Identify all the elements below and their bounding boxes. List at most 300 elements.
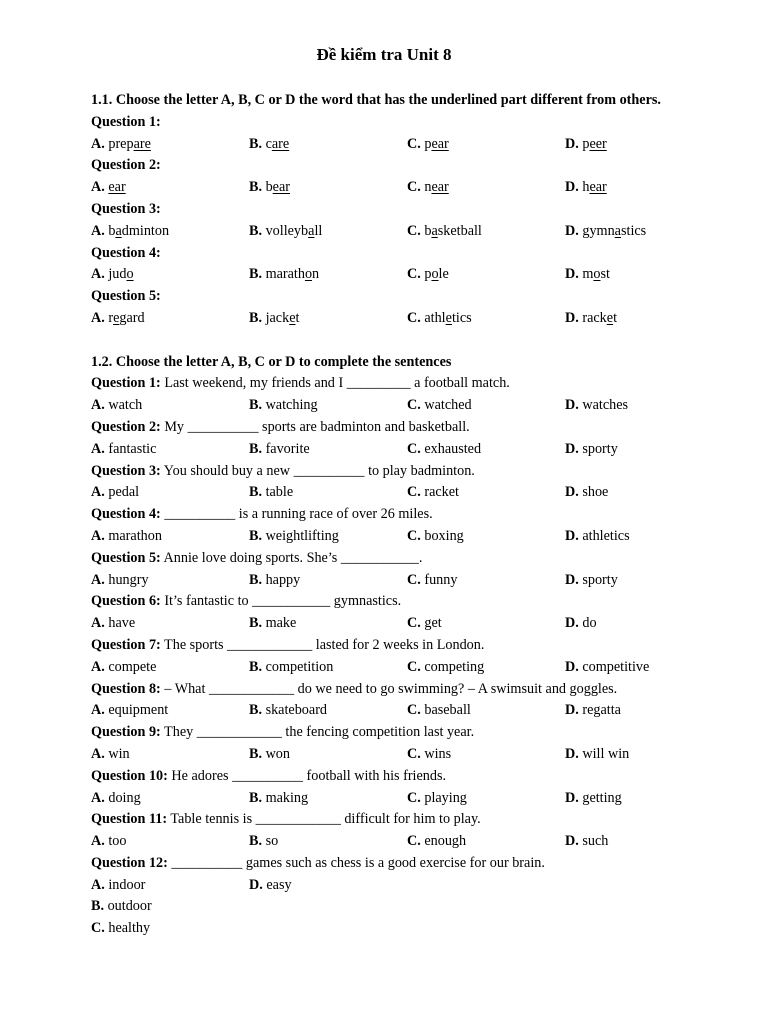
option-text: table [262,484,294,501]
option-letter: A. [91,266,105,283]
option-text: competing [420,658,485,675]
option-letter: C. [407,135,421,152]
question-label: Question 4: [91,244,161,261]
options-row [91,439,751,461]
answer-option [407,700,471,722]
answer-option [91,744,130,766]
option-letter: C. [407,702,421,719]
option-letter: B. [91,898,105,915]
option-text: get [420,615,442,632]
option-letter: D. [565,397,579,414]
option-text: enough [420,833,467,850]
option-letter: D. [249,876,263,893]
option-text: competition [262,658,334,675]
option-text: making [262,789,309,806]
option-underlined-part: a [308,222,315,239]
question-text: My __________ sports are badminton and basketball. [160,418,470,435]
options-row [91,918,751,940]
option-word-suffix: dminton [121,222,170,239]
option-text: indoor [104,876,146,893]
answer-option [407,221,482,243]
option-text: so [262,833,279,850]
page-title: Đề kiểm tra Unit 8 [316,45,452,64]
options-row [91,657,751,679]
question-line [91,417,751,439]
question-label: Question 8: [91,680,161,697]
option-underlined-part: o [593,266,601,283]
answer-option [249,875,292,897]
answer-option [91,134,151,156]
question-label: Question 2: [91,418,161,435]
question-text: __________ games such as chess is a good exercise for our brain. [167,854,545,871]
option-word-prefix: p [582,135,590,152]
answer-option [565,264,610,286]
answer-option [249,482,293,504]
option-letter: C. [91,920,105,937]
option-underlined-part: ear [589,179,607,196]
option-letter: B. [249,266,263,283]
answer-option [249,134,289,156]
option-letter: C. [407,397,421,414]
option-letter: A. [91,397,105,414]
option-underlined-part: eer [589,135,607,152]
option-letter: B. [249,222,263,239]
option-word-suffix: n [312,266,320,283]
answer-option [249,613,296,635]
option-letter: C. [407,222,421,239]
option-underlined-part: e [289,309,296,326]
option-text: make [262,615,297,632]
answer-option [565,831,608,853]
option-letter: C. [407,309,421,326]
options-row [91,570,751,592]
answer-option [91,918,150,940]
option-letter: A. [91,571,105,588]
options-row [91,700,751,722]
options-row [91,788,751,810]
option-text: athletics [578,527,630,544]
option-letter: D. [565,833,579,850]
answer-option [91,264,134,286]
option-letter: B. [249,745,263,762]
question-text: You should buy a new __________ to play badminton. [160,462,475,479]
answer-option [407,439,481,461]
option-letter: A. [91,484,105,501]
option-word-suffix: stics [620,222,647,239]
option-word-prefix: athl [424,309,446,326]
question-label: Question 5: [91,288,161,305]
answer-option [91,526,162,548]
option-word-prefix: marath [265,266,305,283]
option-underlined-part: are [271,135,290,152]
option-letter: A. [91,179,105,196]
option-letter: C. [407,179,421,196]
option-letter: D. [565,789,579,806]
option-word-prefix: b [265,179,273,196]
option-letter: A. [91,440,105,457]
answer-option [249,831,278,853]
option-word-prefix: gymn [582,222,615,239]
option-word-suffix: le [438,266,449,283]
options-row [91,744,751,766]
answer-option [565,439,618,461]
option-word-suffix: t [613,309,618,326]
question-label: Question 5: [91,549,161,566]
option-text: win [104,745,130,762]
option-word-suffix: ll [314,222,323,239]
option-letter: C. [407,745,421,762]
option-text: watching [262,397,318,414]
option-underlined-part: e [606,309,614,326]
answer-option [565,613,597,635]
option-letter: B. [249,527,263,544]
option-text: do [578,615,597,632]
option-underlined-part: a [115,222,122,239]
question-label: Question 7: [91,636,161,653]
section-2-heading: 1.2. Choose the letter A, B, C or D to complete the sentences [91,353,452,370]
question-text: He adores __________ football with his friends. [167,767,447,784]
question-line [91,548,751,570]
option-letter: C. [407,833,421,850]
options-row [91,221,751,243]
options-row [91,613,751,635]
option-text: pedal [104,484,140,501]
option-text: shoe [578,484,609,501]
option-text: equipment [104,702,169,719]
option-letter: C. [407,789,421,806]
question-label: Question 10: [91,767,168,784]
option-word-prefix: jack [265,309,290,326]
answer-option [249,395,318,417]
option-word-prefix: c [265,135,272,152]
answer-option [565,221,646,243]
option-word-prefix: volleyb [265,222,309,239]
option-letter: B. [249,658,263,675]
answer-option [91,439,156,461]
option-text: skateboard [262,702,328,719]
option-letter: C. [407,615,421,632]
answer-option [249,264,319,286]
option-letter: A. [91,527,105,544]
option-letter: A. [91,876,105,893]
option-text: favorite [262,440,310,457]
section-gap [91,330,751,352]
option-text: competitive [578,658,650,675]
question-text: __________ is a running race of over 26 miles. [160,506,433,523]
option-word-suffix: tics [451,309,472,326]
option-underlined-part: a [431,222,438,239]
option-letter: B. [249,484,263,501]
answer-option [91,788,141,810]
answer-option [407,308,472,330]
option-word-prefix: n [424,179,432,196]
option-letter: C. [407,658,421,675]
section-1-heading: 1.1. Choose the letter A, B, C or D the word that has the underlined part different from others. [91,92,661,108]
option-text: wins [420,745,452,762]
option-text: funny [420,571,458,588]
answer-option [565,570,618,592]
question-label: Question 9: [91,724,161,741]
option-letter: B. [249,615,263,632]
option-letter: A. [91,135,105,152]
option-underlined-part: o [304,266,313,283]
option-letter: C. [407,571,421,588]
option-text: weightlifting [262,527,339,544]
option-letter: D. [565,135,579,152]
option-text: happy [262,571,301,588]
option-letter: C. [407,440,421,457]
question-text: They ____________ the fencing competition last year. [160,724,475,741]
option-text: doing [104,789,141,806]
option-letter: A. [91,222,105,239]
option-word-prefix: r [108,309,114,326]
option-underlined-part: ear [431,179,449,196]
question-text: – What ____________ do we need to go swimming? – A swimsuit and goggles. [160,680,618,697]
answer-option [407,831,466,853]
option-text: sporty [578,440,618,457]
options-row [91,896,751,918]
option-word-prefix: m [582,266,594,283]
option-letter: B. [249,179,263,196]
answer-option [91,177,126,199]
answer-option [91,308,145,330]
question-line [91,766,751,788]
answer-option [565,744,629,766]
option-text: have [104,615,136,632]
option-letter: D. [565,440,579,457]
answer-option [249,788,308,810]
option-text: boxing [420,527,464,544]
option-letter: B. [249,702,263,719]
option-letter: A. [91,615,105,632]
answer-option [249,657,333,679]
option-text: racket [420,484,459,501]
question-text: The sports ____________ lasted for 2 weeks in London. [160,636,485,653]
question-label: Question 6: [91,593,161,610]
answer-option [407,657,484,679]
option-letter: C. [407,484,421,501]
answer-option [565,788,622,810]
option-text: easy [262,876,292,893]
answer-option [565,177,607,199]
answer-option [407,570,457,592]
option-letter: C. [407,527,421,544]
option-letter: D. [565,571,579,588]
answer-option [407,395,472,417]
option-letter: A. [91,658,105,675]
question-line [91,853,751,875]
worksheet-content [91,90,751,940]
option-letter: A. [91,745,105,762]
answer-option [565,482,608,504]
answer-option [565,134,607,156]
question-label: Question 3: [91,200,161,217]
option-text: regatta [578,702,621,719]
option-word-prefix: h [582,179,590,196]
answer-option [91,875,145,897]
option-letter: D. [565,266,579,283]
option-text: watch [104,397,143,414]
option-text: watches [578,397,629,414]
question-text: It’s fantastic to ___________ gymnastics. [160,593,402,610]
option-text: getting [578,789,622,806]
option-underlined-part: o [126,266,134,283]
answer-option [249,177,290,199]
question-label: Question 2: [91,157,161,174]
answer-option [91,896,152,918]
option-letter: D. [565,615,579,632]
answer-option [407,788,467,810]
question-label: Question 1: [91,113,161,130]
answer-option [91,831,126,853]
question-label: Question 3: [91,462,161,479]
answer-option [407,134,449,156]
option-letter: B. [249,135,263,152]
option-word-prefix: b [424,222,432,239]
question-text: Table tennis is ____________ difficult for him to play. [167,811,481,828]
option-letter: B. [249,397,263,414]
option-text: exhausted [420,440,482,457]
answer-option [565,657,649,679]
option-letter: B. [249,571,263,588]
answer-option [249,308,299,330]
options-row [91,526,751,548]
section-2-questions [91,373,751,940]
section-1-questions [91,112,751,330]
option-word-suffix: gard [119,309,145,326]
option-underlined-part: e [113,309,120,326]
option-letter: B. [249,833,263,850]
options-row [91,177,751,199]
option-text: compete [104,658,157,675]
option-text: outdoor [104,898,152,915]
answer-option [91,700,168,722]
option-letter: D. [565,527,579,544]
question-line [91,809,751,831]
answer-option [249,744,290,766]
answer-option [91,395,142,417]
option-word-suffix: st [600,266,610,283]
option-letter: D. [565,222,579,239]
options-row [91,831,751,853]
answer-option [91,221,169,243]
option-text: won [262,745,290,762]
option-letter: D. [565,179,579,196]
question-label: Question 1: [91,375,161,392]
question-line [91,591,751,613]
option-word-prefix: p [424,135,432,152]
question-label: Question 11: [91,811,168,828]
answer-option [91,482,139,504]
option-text: hungry [104,571,149,588]
options-row [91,264,751,286]
option-underlined-part: a [614,222,621,239]
question-line [91,679,751,701]
option-letter: B. [249,309,263,326]
option-text: too [104,833,127,850]
option-underlined-part: ear [108,179,126,196]
answer-option [565,526,630,548]
answer-option [407,613,442,635]
options-row [91,875,751,897]
question-text: Annie love doing sports. She’s ___________. [160,549,423,566]
option-underlined-part: are [133,135,151,152]
option-word-prefix: b [108,222,116,239]
option-text: playing [420,789,467,806]
answer-option [249,570,300,592]
option-letter: B. [249,440,263,457]
answer-option [407,482,459,504]
answer-option [91,613,135,635]
option-word-prefix: jud [108,266,127,283]
options-row [91,134,751,156]
question-line [91,373,751,395]
options-row [91,395,751,417]
answer-option [249,221,322,243]
option-underlined-part: ear [431,135,449,152]
option-letter: D. [565,309,579,326]
option-letter: A. [91,309,105,326]
option-text: fantastic [104,440,157,457]
option-letter: D. [565,658,579,675]
options-row [91,308,751,330]
option-letter: A. [91,702,105,719]
answer-option [407,264,449,286]
option-text: baseball [420,702,471,719]
question-line [91,504,751,526]
option-text: will win [578,745,630,762]
question-label: Question 4: [91,506,161,523]
question-text: Last weekend, my friends and I _________ a football match. [160,375,510,392]
answer-option [407,744,451,766]
option-word-suffix: sketball [437,222,482,239]
answer-option [249,439,310,461]
option-text: marathon [104,527,162,544]
option-letter: A. [91,833,105,850]
option-text: such [578,833,609,850]
option-letter: A. [91,789,105,806]
question-line [91,722,751,744]
answer-option [249,700,327,722]
option-word-prefix: prep [108,135,134,152]
answer-option [91,570,149,592]
option-word-prefix: p [424,266,432,283]
option-letter: D. [565,745,579,762]
answer-option [565,308,617,330]
option-word-prefix: rack [582,309,607,326]
option-letter: C. [407,266,421,283]
option-letter: D. [565,702,579,719]
answer-option [407,177,449,199]
option-text: healthy [104,920,151,937]
answer-option [565,395,628,417]
question-line [91,461,751,483]
option-word-suffix: t [295,309,300,326]
answer-option [91,657,156,679]
answer-option [249,526,339,548]
option-text: sporty [578,571,618,588]
option-underlined-part: e [445,309,452,326]
answer-option [407,526,464,548]
option-letter: D. [565,484,579,501]
option-underlined-part: ear [272,179,290,196]
option-text: watched [420,397,472,414]
options-row [91,482,751,504]
answer-option [565,700,621,722]
option-letter: B. [249,789,263,806]
question-label: Question 12: [91,854,168,871]
question-line [91,635,751,657]
